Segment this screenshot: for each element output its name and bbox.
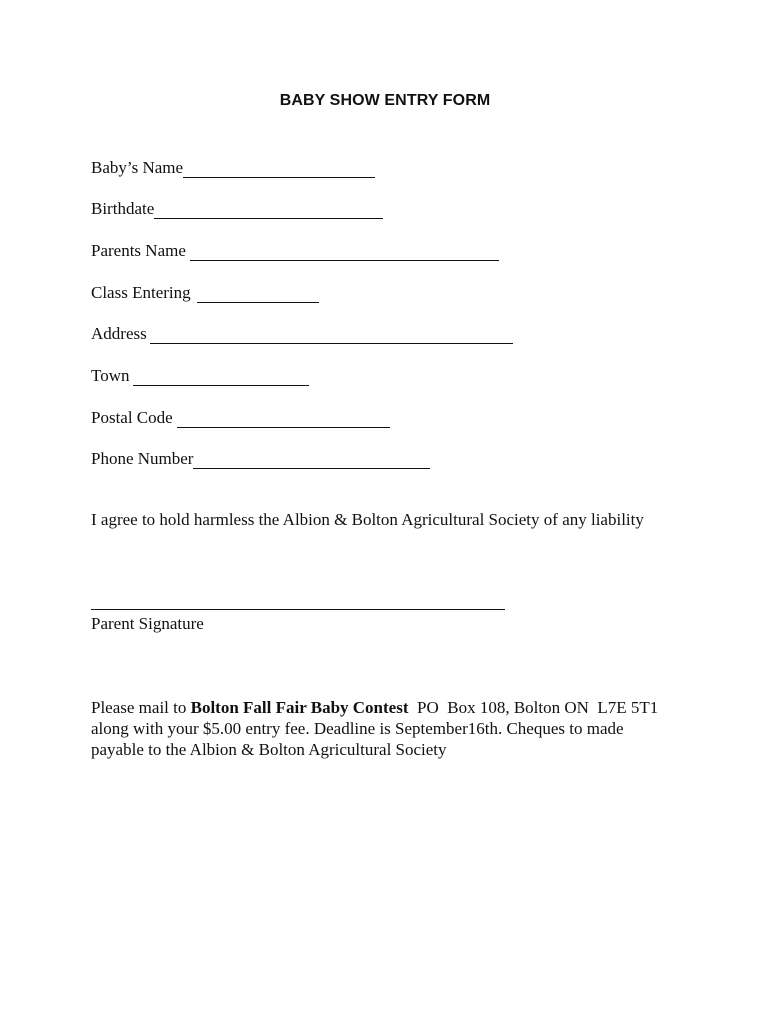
birthdate-field [91, 199, 383, 219]
class-entering-label: Class Entering [91, 283, 191, 302]
postal-code-label: Postal Code [91, 408, 173, 427]
babys-name-line[interactable] [183, 161, 375, 178]
birthdate-label: Birthdate [91, 199, 155, 218]
phone-number-field [91, 449, 430, 469]
mail-address: PO Box 108, Bolton ON L7E 5T1 [408, 698, 659, 717]
mailing-instructions [91, 697, 711, 760]
parents-name-label: Parents Name [91, 241, 186, 260]
town-line[interactable] [133, 369, 309, 386]
mail-fee-deadline: along with your $5.00 entry fee. Deadline is September16th. Cheques to made [91, 719, 624, 738]
phone-number-label: Phone Number [91, 449, 194, 468]
contest-name: Bolton Fall Fair Baby Contest [190, 698, 409, 717]
town-field [91, 366, 309, 386]
town-label: Town [91, 366, 130, 385]
liability-agreement: I agree to hold harmless the Albion & Bolton Agricultural Society of any liability [91, 510, 644, 529]
babys-name-field [91, 158, 375, 178]
address-line[interactable] [150, 327, 513, 344]
parents-name-line[interactable] [190, 244, 499, 261]
page-title: BABY SHOW ENTRY FORM [279, 92, 491, 109]
signature-label: Parent Signature [91, 614, 204, 633]
signature-line[interactable] [91, 609, 505, 610]
parents-name-field [91, 241, 499, 261]
address-label: Address [91, 324, 147, 343]
phone-number-line[interactable] [193, 452, 430, 469]
class-entering-line[interactable] [197, 286, 319, 303]
mail-prefix: Please mail to [91, 698, 191, 717]
mail-payable: payable to the Albion & Bolton Agricultural Society [91, 740, 447, 759]
class-entering-field [91, 283, 319, 303]
address-field [91, 324, 513, 344]
babys-name-label: Baby’s Name [91, 158, 184, 177]
postal-code-field [91, 408, 390, 428]
birthdate-line[interactable] [154, 202, 383, 219]
postal-code-line[interactable] [177, 411, 390, 428]
